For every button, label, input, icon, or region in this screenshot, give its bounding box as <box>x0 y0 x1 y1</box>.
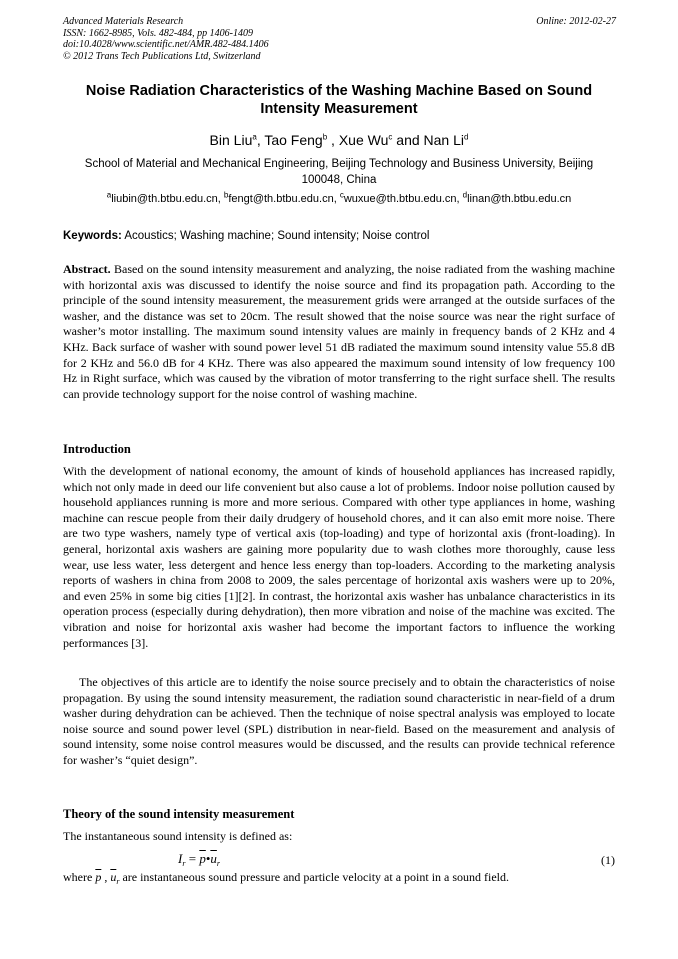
author-name: Bin Liu <box>209 132 253 148</box>
introduction-paragraph-2: The objectives of this article are to identify the noise source precisely and to obtain the characteristics of noise propagation. By using the sound intensity measurement, the radiation sound characteristic in near-field of a drum washer during dehydration can be achieved. Then the technique of noise spectral analysis was employed to locate noise source and sound power level (SPL) distribution in near-field. Based on the measurement and analysis of sound intensity, some noise control measures would be discussed, and the results can provide technical reference for washer’s “quiet design”. <box>63 675 615 767</box>
copyright-line: © 2012 Trans Tech Publications Ltd, Switzerland <box>63 50 261 62</box>
email-link[interactable]: linan@th.btbu.edu.cn <box>467 193 572 205</box>
equation-number: (1) <box>601 853 615 867</box>
author-name: Xue Wu <box>338 132 389 148</box>
section-heading-introduction: Introduction <box>63 442 131 456</box>
eq-subscript: r <box>216 859 220 868</box>
email-list: $^a$liubin@th.btbu.edu.cn, $^b$fengt@th.btbu.edu.cn, $^c$wuxue@th.btbu.edu.cn, $^d$linan@th.btbu.edu.cn <box>106 190 572 205</box>
keywords-text: Acoustics; Washing machine; Sound intensity; Noise control <box>124 230 430 242</box>
email-mark: a <box>106 190 112 200</box>
author-name: Tao Feng <box>264 132 323 148</box>
email-mark: d <box>462 190 468 200</box>
abstract-label: Abstract. <box>63 262 111 276</box>
section-heading-theory: Theory of the sound intensity measurement <box>63 807 295 821</box>
author-name: Nan Li <box>423 132 464 148</box>
author-mark: b <box>322 132 328 142</box>
theory-intro: The instantaneous sound intensity is defined as: <box>63 829 293 843</box>
online-date: Online: 2012-02-27 <box>536 16 616 27</box>
eq-subscript: r <box>182 859 186 868</box>
author-mark: c <box>388 132 393 142</box>
where-subscript: r <box>116 877 120 886</box>
where-velocity-symbol: $\overline{u}$ <box>110 870 117 884</box>
introduction-paragraph-1: With the development of national economy, the amount of kinds of household appliances has increased rapidly, which not only made in deed our life convenient but also cause a lot of problems. Indoor noise pollution caused by household appliances running is more and more serious. Compared with other type appliances in home, washing machine can rescue people from their daily drudgery of household chores, and it can also emit more noise. There are two type washers, namely type of vertical axis (top-loading) and type of horizontal axis (front-loading). In general, horizontal axis washers are gaining more popularity due to wash clothes more thoroughly, cause less wear, use less water, less detergent and hence less energy than top-loaders. According to the marketing analysis reports of washers in china from 2008 to 2009, the sales percentage of horizontal axis washers were up to 20%, and even 25% in some big cities [1][2]. In contrast, the horizontal axis washer has unbalance characteristics in its operation process (especially during dehydration), then more vibration and noise of the machine was excited. The vibration and noise for horizontal axis washer had become the important factors to influence the working performances [3]. <box>63 464 615 650</box>
issn-line: ISSN: 1662-8985, Vols. 482-484, pp 1406-1409 <box>63 27 253 39</box>
abstract <box>63 262 615 402</box>
equation-1 <box>178 851 220 868</box>
email-mark: b <box>223 190 229 200</box>
email-link[interactable]: liubin@th.btbu.edu.cn <box>111 193 218 205</box>
journal-header <box>63 16 269 62</box>
paper-title: Noise Radiation Characteristics of the Washing Machine Based on Sound Intensity Measurement <box>85 83 593 117</box>
author-mark: d <box>464 132 469 142</box>
email-mark: c <box>339 190 344 200</box>
eq-dot: • <box>205 851 211 866</box>
abstract-text: Based on the sound intensity measurement and analyzing, the noise radiated from the washing machine with horizontal axis was discussed to identify the noise source and find its propagation path. According to the principle of the sound intensity measurement, the measurement grids were arranged at the outside surfaces of the washer, and the distance was set to 20cm. The result showed that the noise source was near the right surface of washer’s motor installing. The maximum sound intensity values are mainly in frequency bands of 2 KHz and 4 KHz. Back surface of washer with sound power level 51 dB radiated the maximum sound intensity value 55.8 dB for 2 KHz and 56.0 dB for 4 KHz. There was also appeared the maximum sound intensity of low frequency 100 Hz in Right surface, which was caused by the vibration of motor transferring to the right surface shell. The results can provide technology support for the noise control of washing machine. <box>63 262 615 401</box>
author-list: Bin Liu$^a$, Tao Feng$^b$ , Xue Wu$^c$ and Nan Li$^d$ <box>209 132 469 148</box>
doi-line: doi:10.4028/www.scientific.net/AMR.482-484.1406 <box>63 39 269 50</box>
where-label: where <box>63 870 93 884</box>
author-mark: a <box>252 132 257 142</box>
journal-name: Advanced Materials Research <box>63 16 184 27</box>
where-line: where $\overline{p}$ , $\overline{u}_r$ are instantaneous sound pressure and particle velocity at a point in a sound field. <box>63 870 510 886</box>
where-text: are instantaneous sound pressure and particle velocity at a point in a sound field. <box>122 870 510 884</box>
where-pressure-symbol: $\overline{p}$ <box>95 870 102 884</box>
keywords <box>63 230 615 242</box>
email-link[interactable]: wuxue@th.btbu.edu.cn <box>343 193 457 205</box>
keywords-label: Keywords: <box>63 230 122 242</box>
eq-intensity-symbol: I <box>178 851 183 866</box>
eq-equals: = <box>185 851 200 866</box>
eq-velocity-symbol: $\overline{u}$ <box>210 851 217 866</box>
email-link[interactable]: fengt@th.btbu.edu.cn <box>228 193 334 205</box>
eq-pressure-symbol: $\overline{p}$ <box>199 851 206 866</box>
affiliation: School of Material and Mechanical Engineering, Beijing Technology and Business University, Beijing 100048, China <box>84 158 594 186</box>
